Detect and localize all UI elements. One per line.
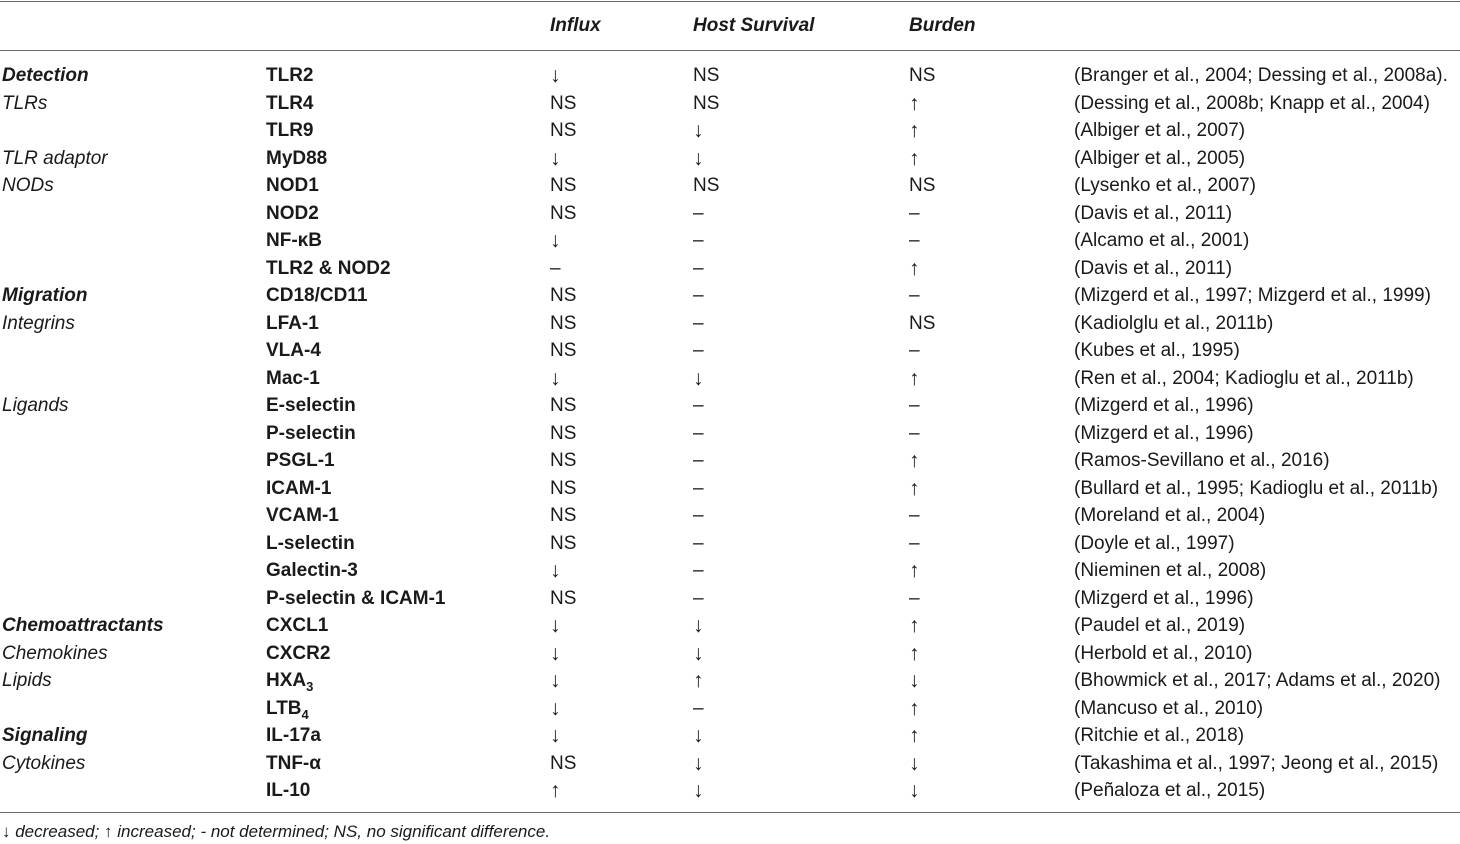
- table-row: [0, 62, 1460, 89]
- host-survival-value: –: [693, 560, 704, 581]
- host-survival-value: ↓: [693, 641, 704, 665]
- gene-name-text: NF-κB: [266, 230, 322, 251]
- subcategory-label: Cytokines: [2, 752, 86, 774]
- table-row: [0, 502, 1460, 529]
- reference-citation: (Dessing et al., 2008b; Knapp et al., 2004): [1074, 92, 1430, 114]
- subcategory-label: TLR adaptor: [2, 147, 108, 169]
- influx-value: ↓: [550, 614, 561, 637]
- reference-citation: (Paudel et al., 2019): [1074, 615, 1246, 636]
- gene-name: [266, 282, 367, 309]
- reference-citation: (Albiger et al., 2005): [1074, 147, 1246, 169]
- table-row: [0, 255, 1460, 282]
- reference-citation: (Kadiolglu et al., 2011b): [1074, 312, 1274, 334]
- gene-name: [266, 557, 358, 584]
- gene-name-text: Mac-1: [266, 367, 320, 389]
- gene-name: [266, 337, 321, 364]
- influx-value: ↓: [550, 229, 561, 252]
- gene-name: [266, 310, 319, 337]
- influx-value: NS: [550, 312, 577, 334]
- header-burden: Burden: [909, 15, 976, 36]
- subcategory-label: Ligands: [2, 395, 69, 416]
- host-survival-value: –: [693, 202, 704, 224]
- subcategory-label: NODs: [2, 175, 54, 196]
- host-survival-value: –: [693, 697, 704, 719]
- table-row: [0, 392, 1460, 419]
- subcategory-label: Integrins: [2, 312, 75, 334]
- host-survival-value: –: [693, 532, 704, 554]
- gene-name-text: E-selectin: [266, 395, 356, 416]
- influx-value: –: [550, 257, 561, 279]
- gene-name-text: IL-10: [266, 780, 311, 801]
- gene-name: [266, 475, 331, 502]
- gene-name: [266, 365, 320, 392]
- burden-value: ↓: [909, 751, 920, 775]
- reference-citation: (Mizgerd et al., 1996): [1074, 587, 1254, 609]
- burden-value: –: [909, 230, 920, 251]
- reference-citation: (Ritchie et al., 2018): [1074, 725, 1245, 746]
- header-host-survival: Host Survival: [693, 15, 815, 36]
- gene-name: [266, 200, 319, 227]
- influx-value: NS: [550, 175, 577, 196]
- table-row: [0, 530, 1460, 557]
- reference-citation: (Mizgerd et al., 1996): [1074, 422, 1254, 444]
- reference-citation: (Bhowmick et al., 2017; Adams et al., 2020): [1074, 670, 1441, 691]
- host-survival-value: NS: [693, 65, 720, 86]
- influx-value: ↓: [550, 696, 561, 720]
- gene-name-text: TNF-α: [266, 752, 321, 774]
- influx-value: NS: [550, 477, 577, 499]
- table-row: [0, 447, 1460, 474]
- reference-citation: (Mancuso et al., 2010): [1074, 697, 1264, 719]
- host-survival-value: –: [693, 257, 704, 279]
- table-row: [0, 722, 1460, 749]
- host-survival-value: ↓: [693, 751, 704, 775]
- burden-value: –: [909, 340, 920, 361]
- host-survival-value: –: [693, 587, 704, 609]
- table-top-rule: [0, 1, 1460, 2]
- influx-value: NS: [550, 340, 577, 361]
- reference-citation: (Herbold et al., 2010): [1074, 642, 1253, 664]
- burden-value: ↑: [909, 641, 920, 665]
- table-row: [0, 282, 1460, 309]
- gene-name: [266, 255, 391, 282]
- burden-value: ↑: [909, 614, 920, 637]
- header-influx: Influx: [550, 15, 601, 36]
- gene-name: [266, 62, 314, 89]
- host-survival-value: ↓: [693, 146, 704, 170]
- reference-citation: (Branger et al., 2004; Dessing et al., 2008a).: [1074, 65, 1448, 86]
- burden-value: ↑: [909, 696, 920, 720]
- influx-value: ↑: [550, 779, 561, 802]
- gene-name: [266, 392, 356, 419]
- influx-value: NS: [550, 285, 577, 306]
- gene-name: [266, 172, 319, 199]
- host-survival-value: NS: [693, 175, 720, 196]
- burden-value: ↑: [909, 146, 920, 170]
- gene-name: [266, 227, 322, 254]
- host-survival-value: –: [693, 285, 704, 306]
- host-survival-value: ↑: [693, 669, 704, 692]
- reference-citation: (Davis et al., 2011): [1074, 257, 1233, 279]
- category-label: Migration: [2, 285, 88, 306]
- host-survival-value: –: [693, 340, 704, 361]
- influx-value: ↓: [550, 146, 561, 170]
- reference-citation: (Moreland et al., 2004): [1074, 505, 1266, 526]
- gene-name-text: Galectin-3: [266, 560, 358, 581]
- category-label: Signaling: [2, 725, 88, 746]
- host-survival-value: NS: [693, 92, 720, 114]
- gene-name-text: LFA-1: [266, 312, 319, 334]
- gene-name-text: VCAM-1: [266, 505, 339, 526]
- influx-value: NS: [550, 422, 577, 444]
- gene-name-text: TLR2: [266, 65, 314, 86]
- host-survival-value: –: [693, 230, 704, 251]
- subcategory-label: TLRs: [2, 92, 48, 114]
- reference-citation: (Albiger et al., 2007): [1074, 120, 1246, 141]
- table-row: [0, 695, 1460, 722]
- reference-citation: (Takashima et al., 1997; Jeong et al., 2015): [1074, 752, 1439, 774]
- subcategory-label: Chemokines: [2, 642, 108, 664]
- host-survival-value: –: [693, 312, 704, 334]
- influx-value: NS: [550, 450, 577, 471]
- reference-citation: (Ramos-Sevillano et al., 2016): [1074, 450, 1330, 471]
- burden-value: ↓: [909, 669, 920, 692]
- burden-value: –: [909, 202, 920, 224]
- influx-value: NS: [550, 395, 577, 416]
- burden-value: NS: [909, 65, 936, 86]
- table-footnote: ↓ decreased; ↑ increased; - not determined; NS, no significant difference.: [2, 822, 551, 841]
- table-row: [0, 117, 1460, 144]
- gene-name: [266, 585, 445, 612]
- table-row: [0, 200, 1460, 227]
- table-row: [0, 365, 1460, 392]
- gene-name: [266, 722, 321, 749]
- influx-value: NS: [550, 92, 577, 114]
- table-row: [0, 227, 1460, 254]
- gene-name: [266, 612, 328, 639]
- table-row: [0, 557, 1460, 584]
- category-label: Detection: [2, 65, 89, 86]
- table-row: [0, 750, 1460, 777]
- table-row: [0, 640, 1460, 667]
- gene-name-text: VLA-4: [266, 340, 321, 361]
- reference-citation: (Davis et al., 2011): [1074, 202, 1233, 224]
- burden-value: ↑: [909, 366, 920, 390]
- gene-name: [266, 640, 330, 667]
- host-survival-value: ↓: [693, 779, 704, 802]
- gene-name: [266, 502, 339, 529]
- gene-name-text: L-selectin: [266, 532, 355, 554]
- burden-value: ↑: [909, 476, 920, 500]
- gene-name-text: TLR4: [266, 92, 314, 114]
- table-row: [0, 90, 1460, 117]
- reference-citation: (Nieminen et al., 2008): [1074, 560, 1267, 581]
- table-row: [0, 420, 1460, 447]
- burden-value: –: [909, 532, 920, 554]
- gene-name-text: TLR2 & NOD2: [266, 257, 391, 279]
- host-survival-value: –: [693, 395, 704, 416]
- gene-name-text: LTB: [266, 697, 302, 719]
- burden-value: ↑: [909, 724, 920, 747]
- reference-citation: (Alcamo et al., 2001): [1074, 230, 1250, 251]
- influx-value: NS: [550, 532, 577, 554]
- table-row: [0, 145, 1460, 172]
- reference-citation: (Mizgerd et al., 1996): [1074, 395, 1254, 416]
- gene-name-text: P-selectin & ICAM-1: [266, 587, 446, 609]
- table-row: [0, 585, 1460, 612]
- table-row: [0, 777, 1460, 804]
- table-row: [0, 337, 1460, 364]
- gene-name-text: CD18/CD11: [266, 285, 368, 306]
- table-row: [0, 172, 1460, 199]
- reference-citation: (Lysenko et al., 2007): [1074, 175, 1257, 196]
- gene-name-text: MyD88: [266, 147, 328, 169]
- burden-value: ↑: [909, 256, 920, 280]
- gene-name: [266, 777, 310, 804]
- host-survival-value: ↓: [693, 614, 704, 637]
- burden-value: NS: [909, 175, 936, 196]
- subcategory-label: Lipids: [2, 670, 52, 691]
- gene-subscript: 4: [301, 706, 309, 722]
- gene-name-text: CXCL1: [266, 615, 329, 636]
- burden-value: ↑: [909, 559, 920, 582]
- host-survival-value: –: [693, 505, 704, 526]
- reference-citation: (Kubes et al., 1995): [1074, 340, 1240, 361]
- table-row: [0, 612, 1460, 639]
- gene-name-text: ICAM-1: [266, 477, 332, 499]
- gene-name: [266, 750, 321, 777]
- gene-name-text: P-selectin: [266, 422, 356, 444]
- influx-value: ↓: [550, 641, 561, 665]
- reference-citation: (Doyle et al., 1997): [1074, 532, 1235, 554]
- influx-value: NS: [550, 587, 577, 609]
- influx-value: ↓: [550, 64, 561, 87]
- gene-name: [266, 530, 355, 557]
- table-row: [0, 310, 1460, 337]
- burden-value: –: [909, 395, 920, 416]
- table-header: [0, 15, 1460, 39]
- host-survival-value: ↓: [693, 366, 704, 390]
- host-survival-value: –: [693, 450, 704, 471]
- burden-value: –: [909, 505, 920, 526]
- influx-value: ↓: [550, 724, 561, 747]
- gene-name-text: PSGL-1: [266, 450, 335, 471]
- influx-value: NS: [550, 752, 577, 774]
- reference-citation: (Bullard et al., 1995; Kadioglu et al., 2011b): [1074, 477, 1439, 499]
- reference-citation: (Mizgerd et al., 1997; Mizgerd et al., 1999): [1074, 285, 1431, 306]
- influx-value: ↓: [550, 669, 561, 692]
- host-survival-value: –: [693, 422, 704, 444]
- influx-value: NS: [550, 202, 577, 224]
- host-survival-value: –: [693, 477, 704, 499]
- gene-name-text: CXCR2: [266, 642, 331, 664]
- influx-value: ↓: [550, 366, 561, 390]
- gene-name-text: NOD1: [266, 175, 319, 196]
- reference-citation: (Ren et al., 2004; Kadioglu et al., 2011b): [1074, 367, 1414, 389]
- gene-name-text: IL-17a: [266, 725, 321, 746]
- burden-value: ↑: [909, 91, 920, 115]
- burden-value: –: [909, 587, 920, 609]
- gene-name-text: TLR9: [266, 120, 314, 141]
- burden-value: ↑: [909, 449, 920, 472]
- gene-name: [266, 447, 335, 474]
- burden-value: ↓: [909, 779, 920, 802]
- burden-value: ↑: [909, 119, 920, 142]
- burden-value: –: [909, 422, 920, 444]
- influx-value: NS: [550, 505, 577, 526]
- burden-value: NS: [909, 312, 936, 334]
- category-label: Chemoattractants: [2, 615, 164, 636]
- influx-value: NS: [550, 120, 577, 141]
- gene-name-text: NOD2: [266, 202, 319, 224]
- gene-name: [266, 117, 314, 144]
- host-survival-value: ↓: [693, 119, 704, 142]
- table-row: [0, 475, 1460, 502]
- header-rule: [0, 50, 1460, 51]
- gene-name: [266, 145, 327, 172]
- gene-name-text: HXA: [266, 670, 307, 691]
- table-bottom-rule: [0, 812, 1460, 813]
- influx-value: ↓: [550, 559, 561, 582]
- gene-subscript: 3: [306, 678, 314, 694]
- reference-citation: (Peñaloza et al., 2015): [1074, 780, 1266, 801]
- host-survival-value: ↓: [693, 724, 704, 747]
- gene-name: [266, 420, 356, 447]
- table-row: [0, 667, 1460, 694]
- burden-value: –: [909, 285, 920, 306]
- gene-name: [266, 90, 314, 117]
